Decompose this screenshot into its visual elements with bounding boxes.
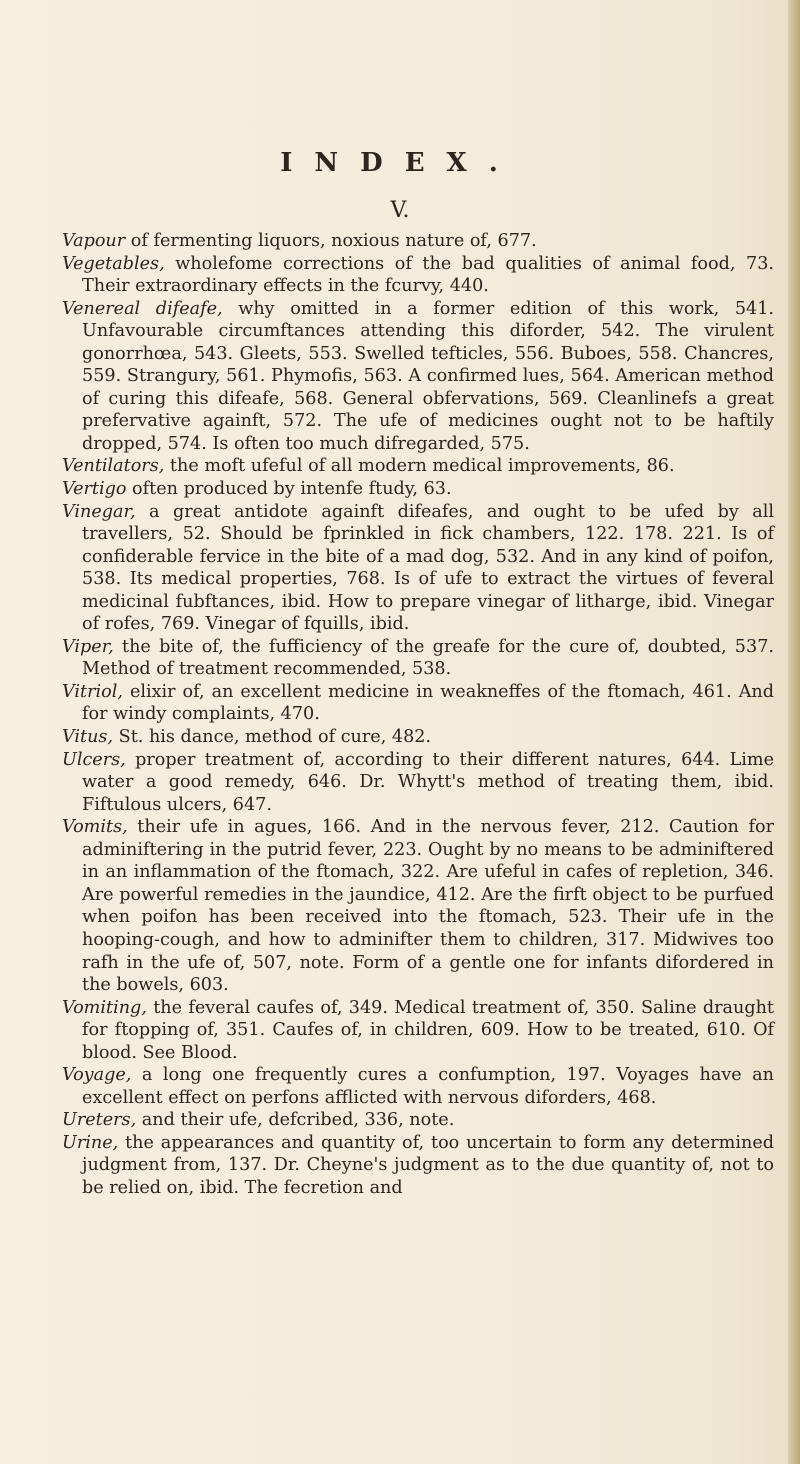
index-entry [62,298,774,456]
entry-text: often produced by intenfe ftudy, 63. [126,479,452,500]
entry-text: a great antidote againft difeafes, and ought to be ufed by all travellers, 52. Should be fprinkled in fick chambers, 122. 178. 221. Is of confiderable fervice in the bite of a mad dog, 532. And in any kind of poifon, 538. Its medical properties, 768. Is of ufe to extract the virtues of feveral medicinal fubftances, ibid. How to prepare vinegar of litharge, ibid. Vinegar of rofes, 769. Vinegar of fquills, ibid. [82,501,774,635]
index-entry [62,636,774,681]
section-letter: V. [390,198,410,223]
entry-text: their ufe in agues, 166. And in the nervous fever, 212. Caution for adminiftering in the putrid fever, 223. Ought by no means to be adminiftered in an inflammation of the ftomach, 322. Are ufeful in cafes of repletion, 346. Are powerful remedies in the jaundice, 412. Are the firft object to be purfued when poifon has been received into the ftomach, 523. Their ufe in the hooping-cough, and how to adminifter them to children, 317. Midwives too rafh in the ufe of, 507, note. Form of a gentle one for infants difordered in the bowels, 603. [82,817,774,996]
index-heading: INDEX. [280,148,520,178]
entry-head: Vertigo [62,479,127,500]
index-entry [62,455,774,478]
entry-head: Voyage, [62,1065,132,1086]
entry-text: of fermenting liquors, noxious nature of, 677. [125,231,537,251]
entry-head: Vitriol, [62,681,123,702]
index-entry [62,749,774,817]
entry-text: elixir of, an excellent medicine in weakneffes of the ftomach, 461. And for windy complaints, 470. [82,681,774,725]
entry-head: Vapour [62,231,126,251]
entry-text: St. his dance, method of cure, 482. [113,727,432,748]
index-entry [62,1109,774,1132]
entry-text: wholefome corrections of the bad qualities of animal food, 73. Their extraordinary effects in the fcurvy, 440. [82,253,774,297]
entry-head: Ureters, [62,1110,137,1131]
index-entry [62,501,774,636]
entry-head: Vomiting, [62,997,147,1018]
index-entry [62,997,774,1065]
entry-head: Urine, [62,1132,119,1153]
entry-head: Ventilators, [62,456,165,477]
index-entry [62,1132,774,1200]
index-entries [62,230,774,1200]
entry-text: the appearances and quantity of, too uncertain to form any determined judgment from, 137. Dr. Cheyne's judgment as to the due quantity of, not to be relied on, ibid. The fecretion and [82,1132,774,1198]
entry-head: Viper, [62,636,114,657]
entry-head: Venereal difeafe, [62,298,223,319]
entry-text: the feveral caufes of, 349. Medical treatment of, 350. Saline draught for ftopping of, 351. Caufes of, in children, 609. How to be treated, 610. Of blood. See Blood. [82,997,774,1063]
entry-head: Vinegar, [62,501,136,522]
entry-text: and their ufe, defcribed, 336, note. [136,1110,455,1131]
entry-head: Vomits, [62,817,128,838]
entry-text: a long one frequently cures a confumption, 197. Voyages have an excellent effect on perfons afflicted with nervous diforders, 468. [82,1065,774,1108]
index-entry [62,253,774,298]
entry-text: why omitted in a former edition of this work, 541. Unfavourable circumftances attending this diforder, 542. The virulent gonorrhœa, 543. Gleets, 553. Swelled tefticles, 556. Buboes, 558. Chancres, 559. Strangury, 561. Phymofis, 563. A confirmed lues, 564. American method of curing this difeafe, 568. General obfervations, 569. Cleanlinefs a great prefervative againft, 572. The ufe of medicines ought not to be haftily dropped, 574. Is often too much difregarded, 575. [82,298,774,454]
entry-text: the bite of, the fufficiency of the greafe for the cure of, doubted, 537. Method of treatment recommended, 538. [82,636,774,680]
index-entry [62,816,774,996]
index-entry [62,230,774,253]
entry-head: Vitus, [62,727,114,748]
index-entry [62,681,774,726]
entry-text: proper treatment of, according to their different natures, 644. Lime water a good remedy, 646. Dr. Whytt's method of treating them, ibid. Fiftulous ulcers, 647. [82,749,774,815]
index-entry [62,1064,774,1109]
entry-head: Ulcers, [62,749,126,770]
entry-head: Vegetables, [62,253,165,274]
index-entry [62,726,774,749]
index-entry [62,478,774,501]
entry-text: the moft ufeful of all modern medical improvements, 86. [164,456,675,477]
